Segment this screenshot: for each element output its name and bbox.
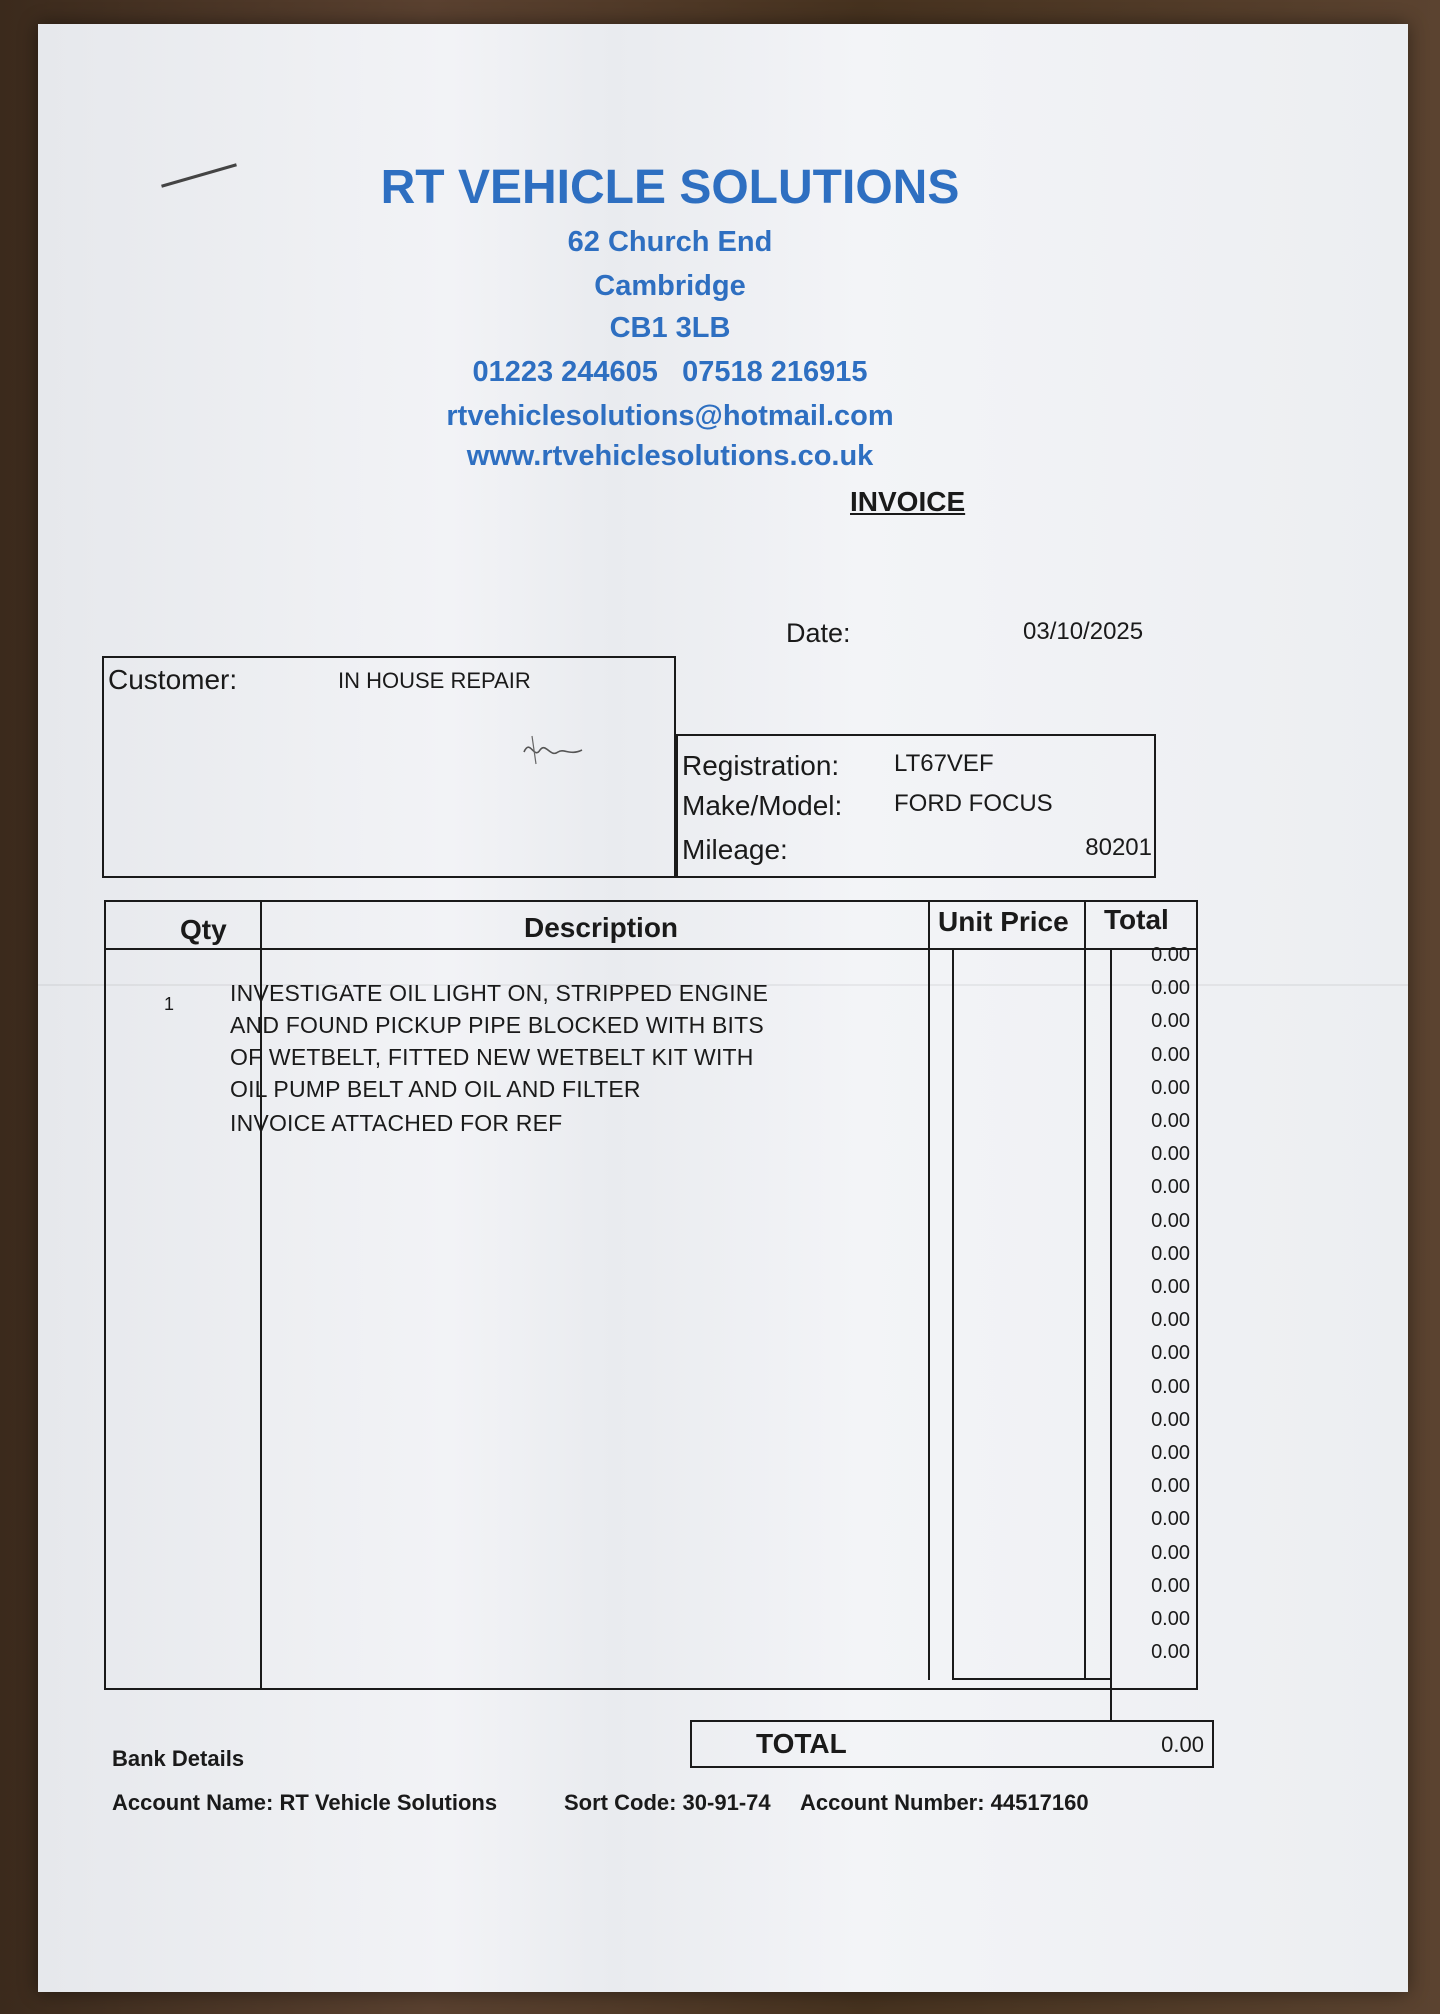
row-total-value: 0.00 [1151,1375,1190,1398]
company-name: RT VEHICLE SOLUTIONS [380,161,960,214]
row-total-value: 0.00 [1151,1442,1190,1464]
company-website: www.rtvehiclesolutions.co.uk [466,440,874,472]
company-email: rtvehiclesolutions@hotmail.com [446,400,894,432]
table-bottom-rule [952,1678,1112,1680]
row-total-value: 0.00 [1151,1076,1190,1099]
row-total-value: 0.00 [1151,1309,1190,1332]
total-label: TOTAL [756,1728,847,1759]
customer-label: Customer: [108,664,238,695]
company-address-line2: Cambridge [594,270,746,302]
unit-price-column-divider [1084,900,1086,1680]
qty-header: Qty [180,914,227,945]
company-postcode: CB1 3LB [609,312,731,344]
total-header: Total [1104,904,1169,935]
description-column-divider [928,900,930,1680]
description-line: OIL PUMP BELT AND OIL AND FILTER [230,1076,641,1102]
bank-sort-code: Sort Code: 30-91-74 [564,1790,771,1815]
row-total-value: 0.00 [1151,1110,1190,1132]
row-total-value: 0.00 [1151,1541,1190,1564]
row-total-value: 0.00 [1151,1608,1190,1630]
registration-label: Registration: [682,750,840,781]
row-total-value: 0.00 [1151,1010,1190,1033]
bank-account-number: Account Number: 44517160 [800,1790,1089,1815]
make-model-label: Make/Model: [682,790,843,821]
description-header: Description [524,912,679,943]
make-model-value: FORD FOCUS [894,790,1053,817]
date-value: 03/10/2025 [1023,618,1144,645]
description-line: AND FOUND PICKUP PIPE BLOCKED WITH BITS [230,1012,764,1038]
row-total-value: 0.00 [1151,1143,1190,1166]
row-total-value: 0.00 [1151,1342,1190,1365]
table-header-rule [104,948,1198,950]
bank-details-title: Bank Details [112,1746,245,1771]
company-address-line1: 62 Church End [567,226,773,258]
row-total-value: 0.00 [1151,1276,1190,1298]
description-line: OF WETBELT, FITTED NEW WETBELT KIT WITH [230,1044,754,1070]
company-phones: 01223 244605 07518 216915 [472,356,868,388]
document-title: INVOICE [850,486,966,517]
row-total-value: 0.00 [1151,1408,1190,1431]
row-total-value: 0.00 [1151,1641,1190,1664]
mileage-value: 80201 [1085,834,1152,861]
row-total-value: 0.00 [1151,944,1190,966]
signature-scribble [520,730,590,770]
description-line: INVOICE ATTACHED FOR REF [230,1110,563,1136]
row-total-value: 0.00 [1151,1508,1190,1531]
row-total-value: 0.00 [1151,977,1190,1000]
mileage-label: Mileage: [682,834,788,865]
unit-price-header: Unit Price [938,906,1069,937]
bank-account-name: Account Name: RT Vehicle Solutions [112,1790,498,1815]
date-label: Date: [786,618,851,648]
row-total-value: 0.00 [1151,1209,1190,1232]
item-qty: 1 [164,994,175,1014]
total-value: 0.00 [1161,1732,1204,1757]
row-total-value: 0.00 [1151,1574,1190,1597]
unit-price-inner-divider [952,950,954,1680]
customer-value: IN HOUSE REPAIR [338,668,531,693]
description-line: INVESTIGATE OIL LIGHT ON, STRIPPED ENGINE [230,980,769,1006]
row-total-value: 0.00 [1151,1475,1190,1498]
registration-value: LT67VEF [894,750,994,777]
row-total-value: 0.00 [1151,1043,1190,1066]
row-total-value: 0.00 [1151,1176,1190,1199]
row-total-value: 0.00 [1151,1242,1190,1265]
